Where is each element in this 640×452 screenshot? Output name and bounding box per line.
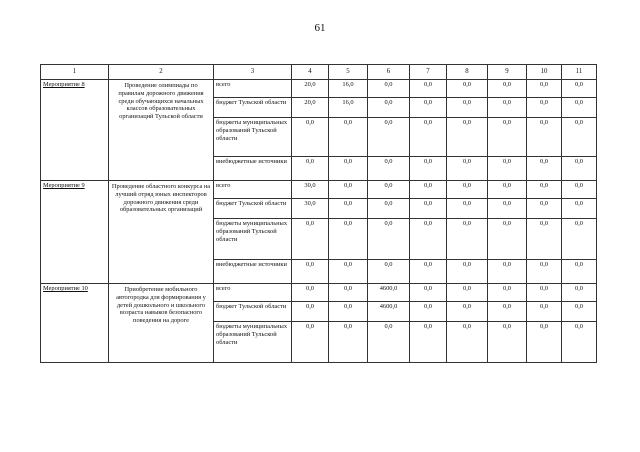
amount-cell: 0,0 (527, 284, 562, 302)
amount-cell: 0,0 (562, 199, 597, 219)
amount-cell: 0,0 (410, 118, 447, 157)
amount-cell: 0,0 (410, 98, 447, 118)
funding-source: внебюджетные источники (214, 157, 292, 181)
amount-cell: 0,0 (329, 284, 368, 302)
amount-cell: 0,0 (527, 118, 562, 157)
budget-table (40, 64, 597, 363)
header-cell: 5 (329, 65, 368, 80)
funding-source: внебюджетные источники (214, 260, 292, 284)
header-row (41, 65, 597, 80)
amount-cell: 20,0 (292, 80, 329, 98)
header-cell: 3 (214, 65, 292, 80)
amount-cell: 0,0 (368, 98, 410, 118)
amount-cell: 0,0 (562, 157, 597, 181)
amount-cell: 0,0 (292, 118, 329, 157)
funding-source: бюджеты муниципальных образований Тульской области (214, 322, 292, 363)
amount-cell: 0,0 (562, 98, 597, 118)
amount-cell: 0,0 (527, 199, 562, 219)
amount-cell: 0,0 (368, 322, 410, 363)
amount-cell: 0,0 (488, 98, 527, 118)
amount-cell: 0,0 (410, 80, 447, 98)
amount-cell: 0,0 (562, 302, 597, 322)
funding-source: бюджеты муниципальных образований Тульской области (214, 118, 292, 157)
amount-cell: 0,0 (292, 260, 329, 284)
funding-source: всего (214, 181, 292, 199)
amount-cell: 0,0 (447, 260, 488, 284)
amount-cell: 0,0 (368, 181, 410, 199)
table-row (41, 80, 597, 98)
amount-cell: 0,0 (329, 302, 368, 322)
header-cell: 7 (410, 65, 447, 80)
amount-cell: 0,0 (410, 260, 447, 284)
event-cell (41, 80, 109, 181)
header-cell: 8 (447, 65, 488, 80)
amount-cell: 0,0 (292, 157, 329, 181)
amount-cell: 0,0 (447, 80, 488, 98)
funding-source: всего (214, 80, 292, 98)
amount-cell: 0,0 (527, 260, 562, 284)
amount-cell: 0,0 (410, 284, 447, 302)
amount-cell: 0,0 (368, 199, 410, 219)
amount-cell: 0,0 (368, 157, 410, 181)
amount-cell: 0,0 (368, 118, 410, 157)
amount-cell: 0,0 (527, 157, 562, 181)
amount-cell: 0,0 (562, 80, 597, 98)
table-row (41, 284, 597, 302)
amount-cell: 30,0 (292, 181, 329, 199)
amount-cell: 0,0 (527, 322, 562, 363)
event-name: Приобретение мобильного автогородка для формирования у детей дошкольного и школьного возраста навыков безопасного поведения на дороге (109, 284, 214, 363)
amount-cell: 0,0 (292, 322, 329, 363)
amount-cell: 0,0 (447, 98, 488, 118)
event-name: Проведение олимпиады по правилам дорожного движения среди обучающихся начальных классов образовательных организаций Тульской области (109, 80, 214, 181)
amount-cell: 0,0 (368, 80, 410, 98)
amount-cell: 0,0 (527, 181, 562, 199)
header-cell: 9 (488, 65, 527, 80)
amount-cell: 0,0 (329, 260, 368, 284)
amount-cell: 30,0 (292, 199, 329, 219)
event-cell (41, 181, 109, 284)
amount-cell: 0,0 (488, 260, 527, 284)
amount-cell: 4600,0 (368, 302, 410, 322)
amount-cell: 0,0 (447, 284, 488, 302)
amount-cell: 0,0 (410, 157, 447, 181)
table-row (41, 181, 597, 199)
funding-source: бюджет Тульской области (214, 199, 292, 219)
amount-cell: 0,0 (488, 284, 527, 302)
event-label: Мероприятие 10 (43, 285, 88, 292)
amount-cell: 0,0 (329, 118, 368, 157)
amount-cell: 0,0 (410, 302, 447, 322)
header-cell: 2 (109, 65, 214, 80)
amount-cell: 0,0 (488, 199, 527, 219)
amount-cell: 0,0 (488, 118, 527, 157)
amount-cell: 0,0 (292, 284, 329, 302)
amount-cell: 20,0 (292, 98, 329, 118)
funding-source: бюджет Тульской области (214, 98, 292, 118)
amount-cell: 0,0 (488, 181, 527, 199)
event-name: Проведение областного конкурса на лучший отряд юных инспекторов дорожного движения среди образовательных организаций (109, 181, 214, 284)
event-cell (41, 284, 109, 363)
amount-cell: 0,0 (447, 199, 488, 219)
header-cell: 11 (562, 65, 597, 80)
amount-cell: 0,0 (488, 322, 527, 363)
amount-cell: 0,0 (527, 98, 562, 118)
amount-cell: 0,0 (329, 219, 368, 260)
amount-cell: 0,0 (329, 322, 368, 363)
amount-cell: 16,0 (329, 80, 368, 98)
amount-cell: 0,0 (488, 157, 527, 181)
amount-cell: 0,0 (292, 302, 329, 322)
amount-cell: 0,0 (292, 219, 329, 260)
header-cell: 4 (292, 65, 329, 80)
amount-cell: 0,0 (562, 284, 597, 302)
event-label: Мероприятие 8 (43, 81, 85, 88)
amount-cell: 0,0 (527, 80, 562, 98)
amount-cell: 0,0 (368, 219, 410, 260)
page-number: 61 (314, 22, 326, 34)
amount-cell: 0,0 (410, 199, 447, 219)
amount-cell: 0,0 (329, 199, 368, 219)
amount-cell: 0,0 (368, 260, 410, 284)
amount-cell: 0,0 (410, 322, 447, 363)
amount-cell: 0,0 (527, 219, 562, 260)
amount-cell: 0,0 (527, 302, 562, 322)
funding-source: всего (214, 284, 292, 302)
amount-cell: 0,0 (562, 260, 597, 284)
amount-cell: 0,0 (447, 302, 488, 322)
amount-cell: 0,0 (410, 181, 447, 199)
amount-cell: 0,0 (447, 157, 488, 181)
amount-cell: 0,0 (447, 322, 488, 363)
amount-cell: 0,0 (447, 219, 488, 260)
amount-cell: 0,0 (562, 322, 597, 363)
amount-cell: 0,0 (329, 157, 368, 181)
funding-source: бюджет Тульской области (214, 302, 292, 322)
amount-cell: 0,0 (562, 118, 597, 157)
amount-cell: 0,0 (447, 118, 488, 157)
amount-cell: 0,0 (329, 181, 368, 199)
event-label: Мероприятие 9 (43, 182, 85, 189)
amount-cell: 0,0 (562, 219, 597, 260)
amount-cell: 0,0 (447, 181, 488, 199)
amount-cell: 0,0 (488, 302, 527, 322)
amount-cell: 0,0 (562, 181, 597, 199)
header-cell: 6 (368, 65, 410, 80)
amount-cell: 0,0 (410, 219, 447, 260)
amount-cell: 0,0 (488, 219, 527, 260)
header-cell: 10 (527, 65, 562, 80)
funding-source: бюджеты муниципальных образований Тульской области (214, 219, 292, 260)
amount-cell: 16,0 (329, 98, 368, 118)
amount-cell: 0,0 (488, 80, 527, 98)
header-cell: 1 (41, 65, 109, 80)
amount-cell: 4600,0 (368, 284, 410, 302)
